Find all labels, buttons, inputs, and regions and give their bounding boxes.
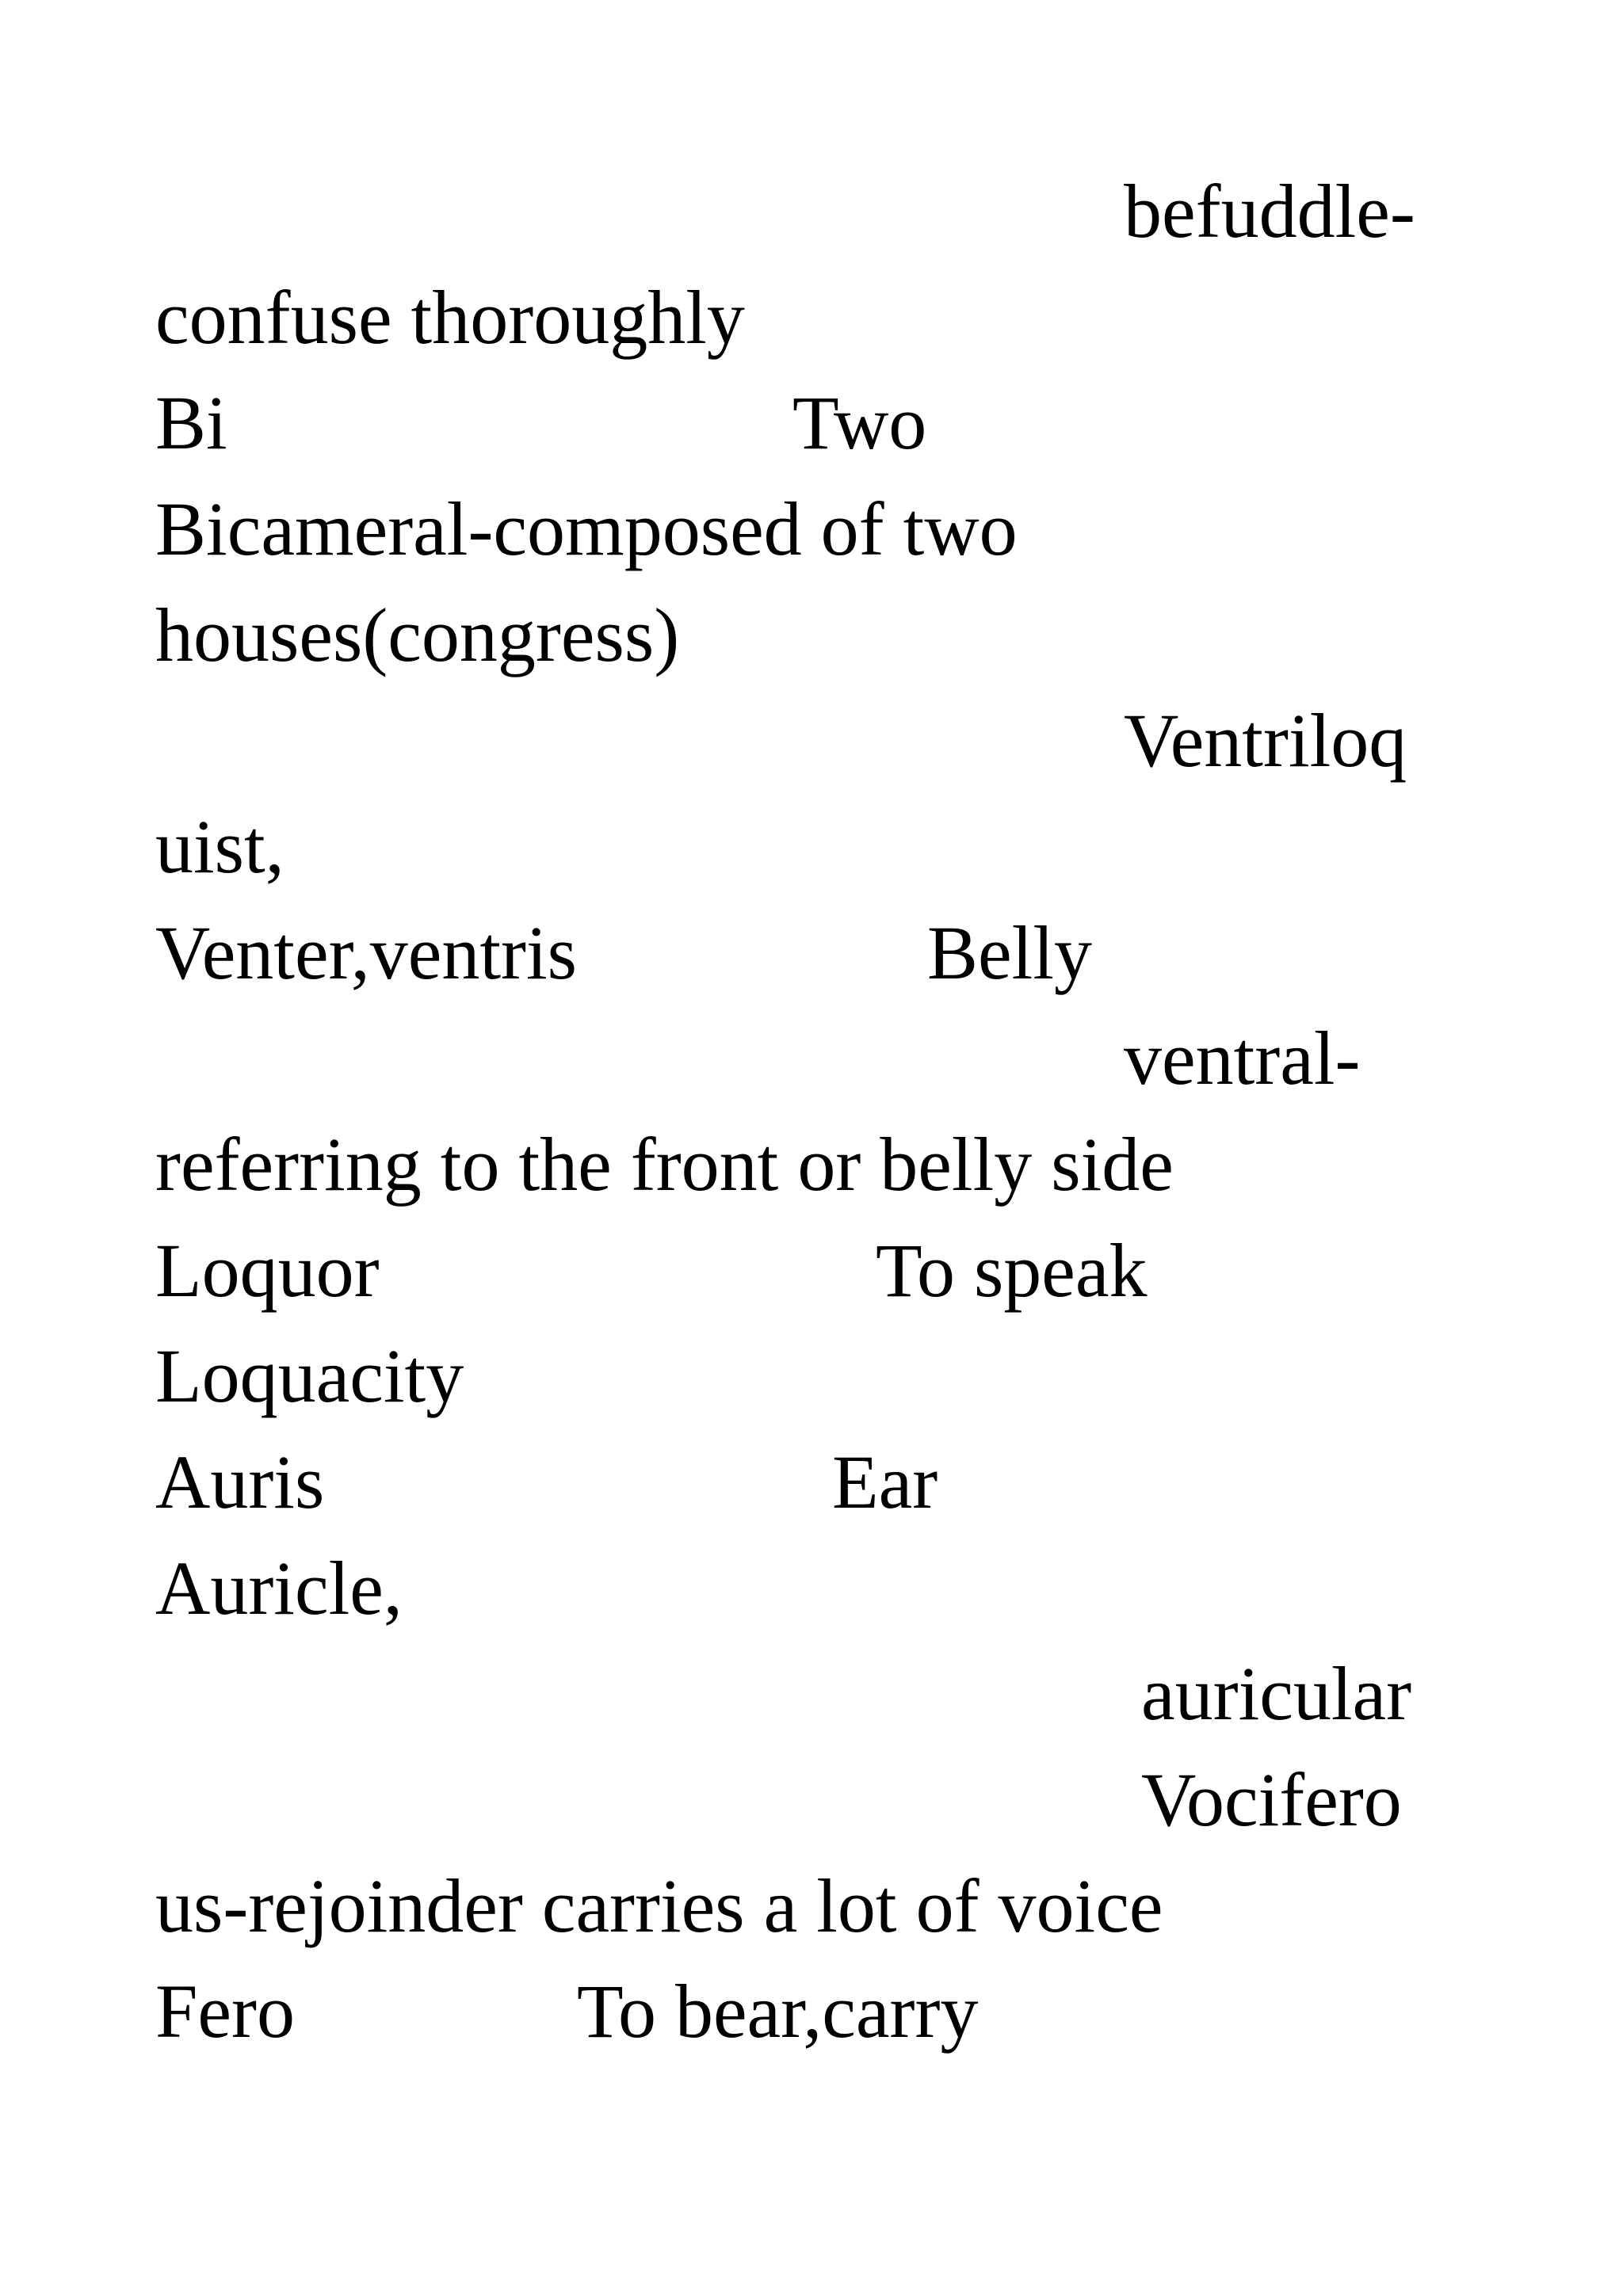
text-line: [0, 1535, 1623, 1642]
text-segment: Ear: [832, 1440, 938, 1524]
text-segment: referring to the front or belly side: [155, 1122, 1174, 1207]
text-segment: Auricle,: [155, 1546, 403, 1630]
text-line: [0, 688, 1623, 794]
text-line: [0, 1323, 1623, 1429]
text-segment: Venter,ventris: [155, 910, 577, 995]
text-line: [0, 794, 1623, 900]
text-segment: Fero: [155, 1969, 295, 2054]
text-segment: Vocifero: [1141, 1757, 1402, 1842]
text-segment: Ventriloq: [1124, 698, 1407, 783]
text-segment: Belly: [927, 910, 1092, 995]
text-segment: uist,: [155, 804, 285, 889]
text-line: [0, 1853, 1623, 1959]
text-line: [0, 1218, 1623, 1324]
text-line: [0, 582, 1623, 688]
text-line: [0, 1747, 1623, 1853]
text-segment: To bear,carry: [577, 1969, 979, 2054]
text-segment: befuddle-: [1124, 169, 1415, 254]
text-segment: Two: [792, 380, 927, 465]
text-segment: Auris: [155, 1440, 325, 1524]
text-line: [0, 1429, 1623, 1535]
text-line: [0, 1958, 1623, 2065]
text-line: [0, 1005, 1623, 1112]
text-segment: us-rejoinder carries a lot of voice: [155, 1863, 1163, 1948]
text-segment: confuse thoroughly: [155, 275, 745, 360]
text-segment: Bi: [155, 380, 227, 465]
text-line: [0, 900, 1623, 1006]
text-line: [0, 265, 1623, 371]
text-line: [0, 1641, 1623, 1747]
text-segment: Loquor: [155, 1228, 380, 1313]
text-segment: Loquacity: [155, 1333, 464, 1418]
text-segment: ventral-: [1124, 1016, 1361, 1100]
text-segment: auricular: [1141, 1651, 1412, 1736]
text-segment: Bicameral-composed of two: [155, 486, 1018, 571]
text-line: [0, 476, 1623, 582]
text-line: [0, 370, 1623, 476]
text-line: [0, 158, 1623, 265]
text-segment: To speak: [876, 1228, 1148, 1313]
text-line: [0, 1112, 1623, 1218]
text-segment: houses(congress): [155, 593, 680, 677]
